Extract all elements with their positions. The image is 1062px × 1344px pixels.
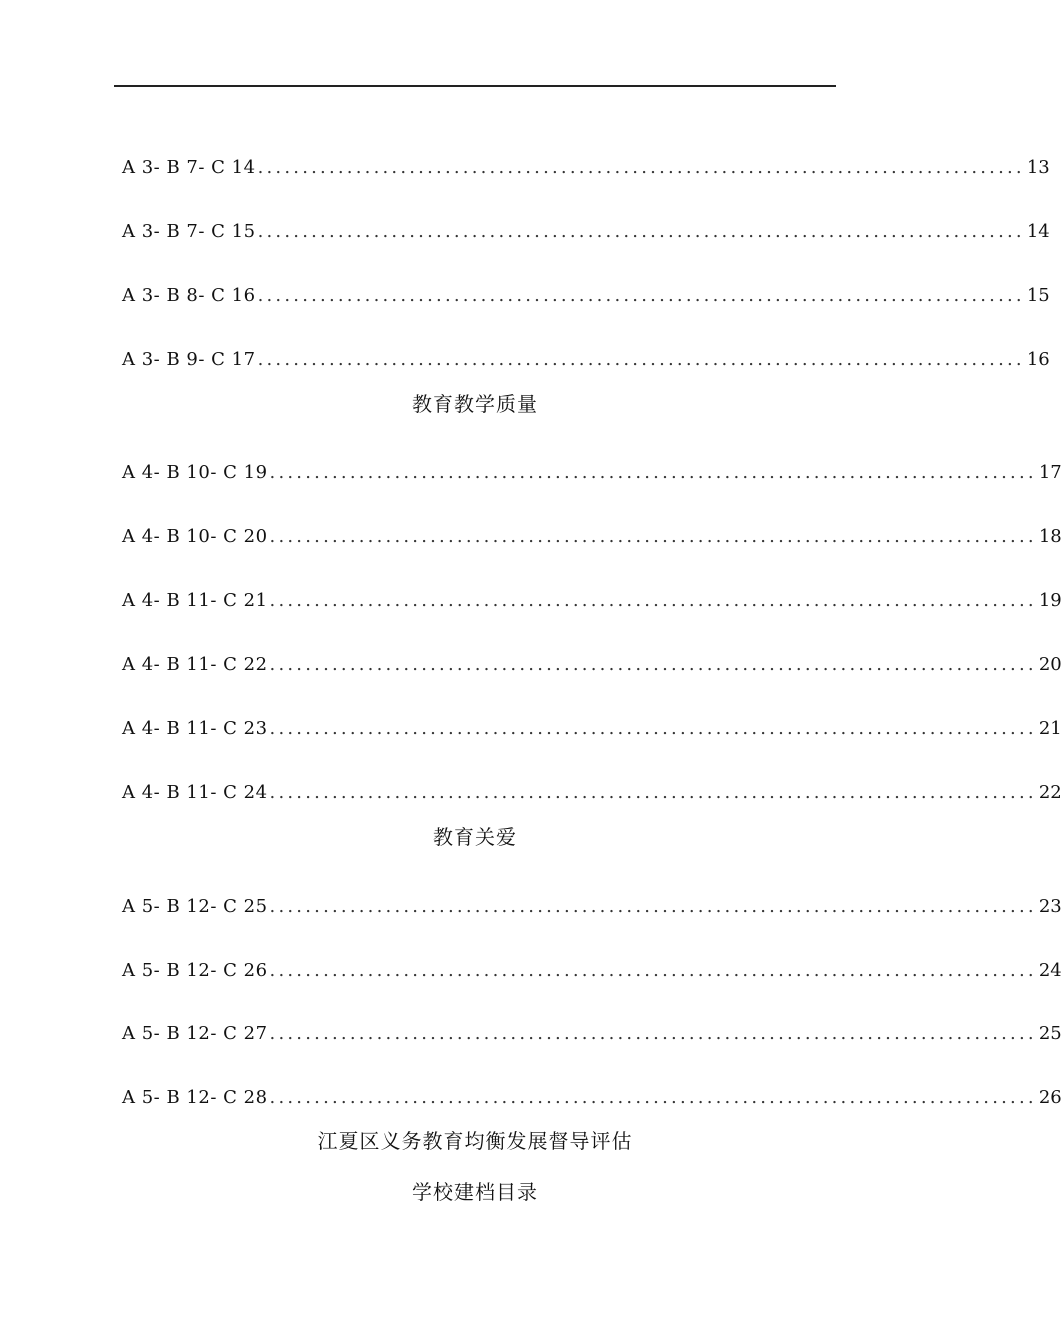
toc-entry[interactable]	[122, 348, 1050, 372]
toc-entry-label: A 4- B 11- C 24	[122, 782, 268, 803]
toc-entry-label: A 3- B 7- C 15	[122, 221, 256, 242]
section-heading: 教育教学质量	[412, 392, 538, 416]
toc-entry-label: A 5- B 12- C 27	[122, 1023, 268, 1044]
toc-entry-page: 16	[1026, 349, 1050, 370]
toc-leader-dots: ......................................................................................	[269, 718, 1037, 739]
toc-entry[interactable]	[122, 717, 1062, 741]
toc-leader-dots: ......................................................................................	[269, 1087, 1037, 1108]
toc-entry[interactable]	[122, 525, 1062, 549]
toc-entry[interactable]	[122, 589, 1062, 613]
toc-entry[interactable]	[122, 1022, 1062, 1046]
toc-leader-dots: ......................................................................................	[269, 960, 1037, 981]
document-title: 江夏区义务教育均衡发展督导评估	[317, 1129, 633, 1153]
toc-entry-label: A 3- B 9- C 17	[122, 349, 256, 370]
toc-entry-label: A 4- B 11- C 22	[122, 654, 268, 675]
toc-entry-label: A 3- B 8- C 16	[122, 285, 256, 306]
toc-entry[interactable]	[122, 653, 1062, 677]
toc-entry[interactable]	[122, 220, 1050, 244]
toc-entry-page: 23	[1038, 896, 1062, 917]
toc-entry-label: A 5- B 12- C 26	[122, 960, 268, 981]
toc-entry-label: A 4- B 10- C 19	[122, 462, 268, 483]
toc-entry-page: 26	[1038, 1087, 1062, 1108]
toc-entry-page: 13	[1026, 157, 1050, 178]
toc-leader-dots: ......................................................................................	[257, 285, 1025, 306]
toc-entry[interactable]	[122, 959, 1062, 983]
toc-entry-page: 22	[1038, 782, 1062, 803]
toc-leader-dots: ......................................................................................	[269, 526, 1037, 547]
toc-entry-label: A 4- B 10- C 20	[122, 526, 268, 547]
toc-entry[interactable]	[122, 461, 1062, 485]
toc-entry-page: 24	[1038, 960, 1062, 981]
document-subtitle: 学校建档目录	[412, 1180, 538, 1204]
toc-entry[interactable]	[122, 1086, 1062, 1110]
toc-leader-dots: ......................................................................................	[269, 1023, 1037, 1044]
toc-entry-label: A 3- B 7- C 14	[122, 157, 256, 178]
toc-leader-dots: ......................................................................................	[269, 654, 1037, 675]
toc-leader-dots: ......................................................................................	[257, 221, 1025, 242]
header-rule	[114, 85, 836, 87]
toc-entry-page: 18	[1038, 526, 1062, 547]
toc-entry-label: A 5- B 12- C 28	[122, 1087, 268, 1108]
toc-leader-dots: ......................................................................................	[257, 349, 1025, 370]
toc-entry-page: 17	[1038, 462, 1062, 483]
toc-entry-label: A 4- B 11- C 21	[122, 590, 268, 611]
toc-entry[interactable]	[122, 284, 1050, 308]
toc-leader-dots: ......................................................................................	[269, 782, 1037, 803]
toc-entry[interactable]	[122, 895, 1062, 919]
toc-leader-dots: ......................................................................................	[257, 157, 1025, 178]
toc-entry-page: 14	[1026, 221, 1050, 242]
toc-leader-dots: ......................................................................................	[269, 590, 1037, 611]
toc-entry-label: A 5- B 12- C 25	[122, 896, 268, 917]
toc-leader-dots: ......................................................................................	[269, 896, 1037, 917]
section-heading: 教育关爱	[433, 825, 517, 849]
toc-entry-page: 15	[1026, 285, 1050, 306]
toc-entry[interactable]	[122, 781, 1062, 805]
toc-entry-page: 25	[1038, 1023, 1062, 1044]
toc-entry-label: A 4- B 11- C 23	[122, 718, 268, 739]
toc-leader-dots: ......................................................................................	[269, 462, 1037, 483]
toc-entry-page: 19	[1038, 590, 1062, 611]
toc-entry[interactable]	[122, 156, 1050, 180]
toc-entry-page: 20	[1038, 654, 1062, 675]
toc-entry-page: 21	[1038, 718, 1062, 739]
